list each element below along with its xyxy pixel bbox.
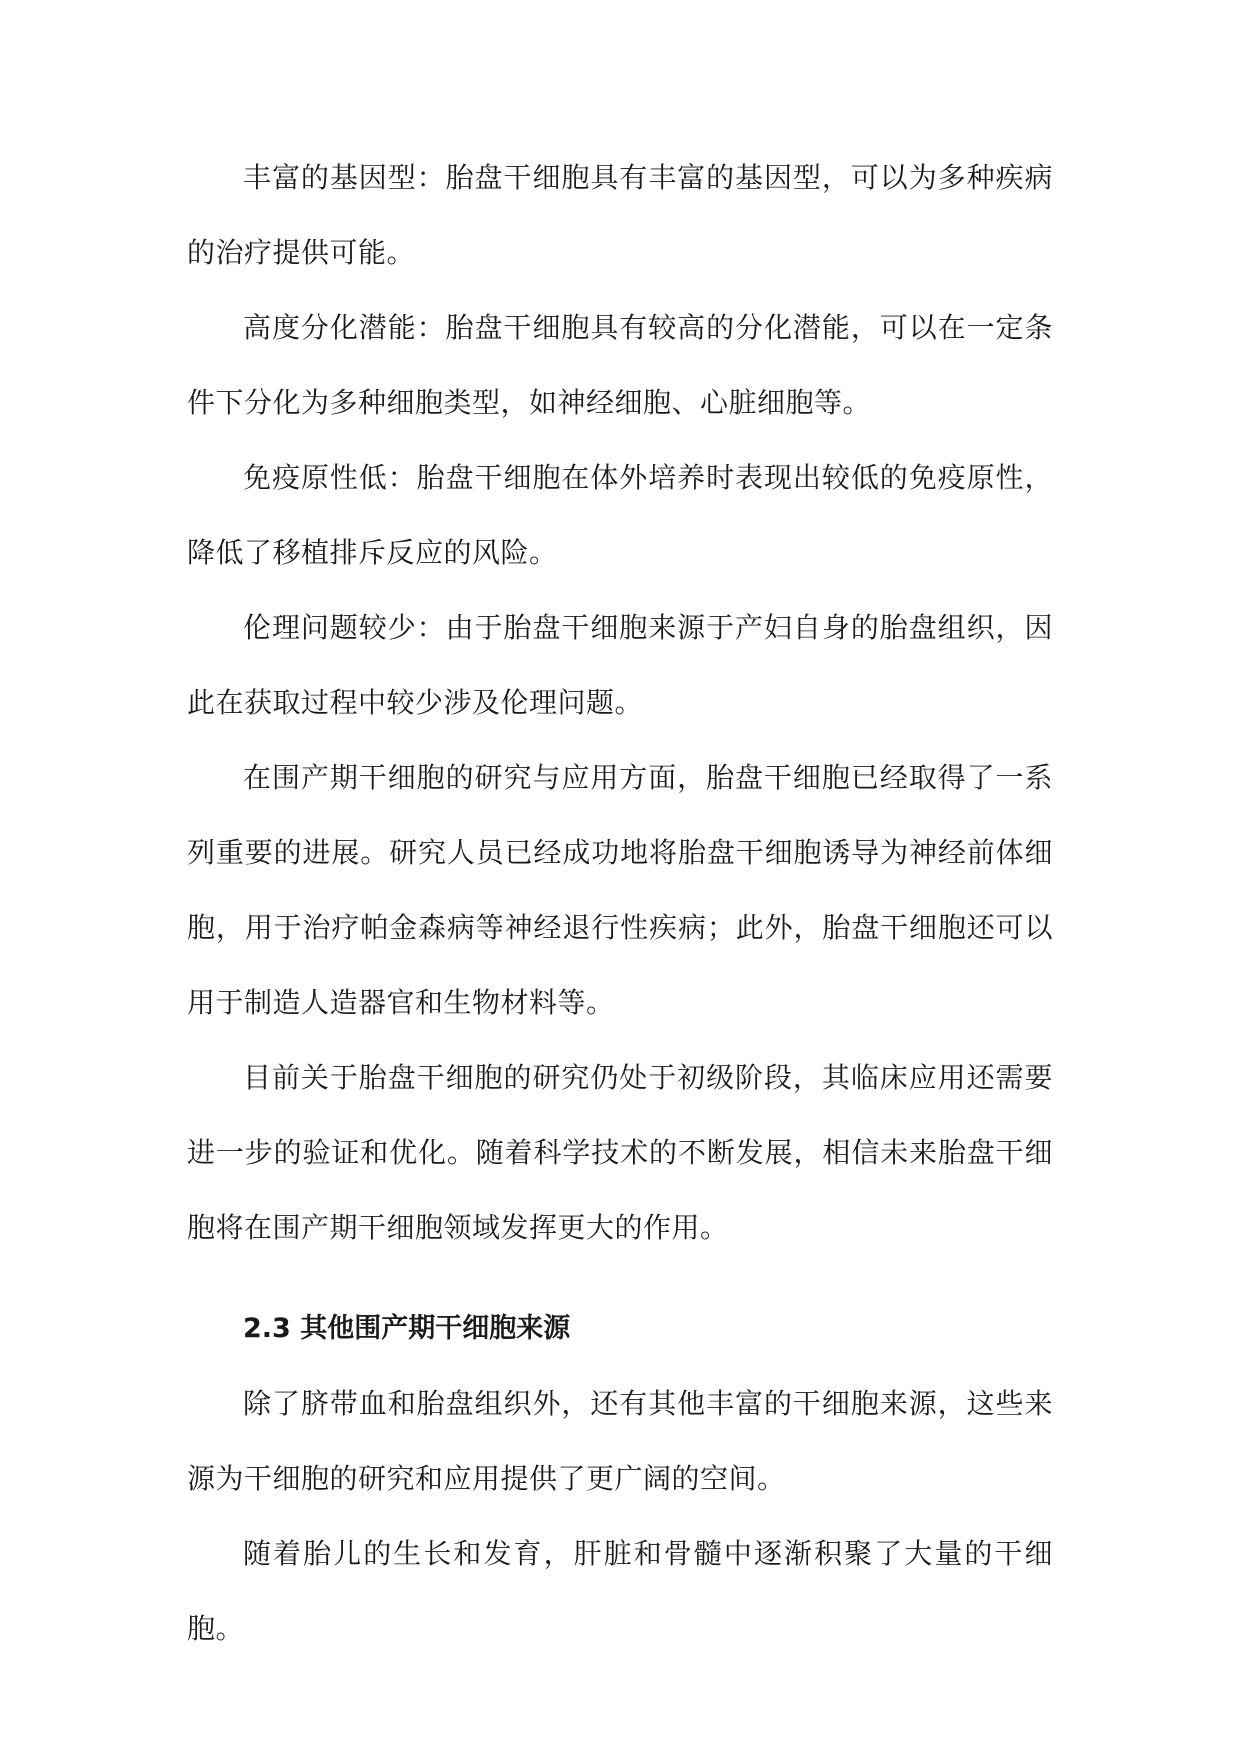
paragraph-fewer-ethical-issues: 伦理问题较少：由于胎盘干细胞来源于产妇自身的胎盘组织，因此在获取过程中较少涉及伦理问题。	[187, 611, 1053, 719]
paragraph-low-immunogenicity: 免疫原性低：胎盘干细胞在体外培养时表现出较低的免疫原性，降低了移植排斥反应的风险。	[187, 461, 1053, 569]
document-page	[187, 140, 1053, 1666]
paragraph-current-status: 目前关于胎盘干细胞的研究仍处于初级阶段，其临床应用还需要进一步的验证和优化。随着科学技术的不断发展，相信未来胎盘干细胞将在围产期干细胞领域发挥更大的作用。	[187, 1061, 1053, 1244]
paragraph-rich-genotype: 丰富的基因型：胎盘干细胞具有丰富的基因型，可以为多种疾病的治疗提供可能。	[187, 161, 1053, 269]
paragraph-research-progress: 在围产期干细胞的研究与应用方面，胎盘干细胞已经取得了一系列重要的进展。研究人员已经成功地将胎盘干细胞诱导为神经前体细胞，用于治疗帕金森病等神经退行性疾病；此外，胎盘干细胞还可以用于制造人造器官和生物材料等。	[187, 761, 1053, 1019]
paragraph-fetal-development: 随着胎儿的生长和发育，肝脏和骨髓中逐渐积聚了大量的干细胞。	[187, 1537, 1053, 1645]
paragraph-other-sources: 除了脐带血和胎盘组织外，还有其他丰富的干细胞来源，这些来源为干细胞的研究和应用提供了更广阔的空间。	[187, 1387, 1053, 1495]
section-heading: 2.3 其他围产期干细胞来源	[243, 1313, 571, 1344]
paragraph-differentiation-potential: 高度分化潜能：胎盘干细胞具有较高的分化潜能，可以在一定条件下分化为多种细胞类型，如神经细胞、心脏细胞等。	[187, 311, 1053, 419]
